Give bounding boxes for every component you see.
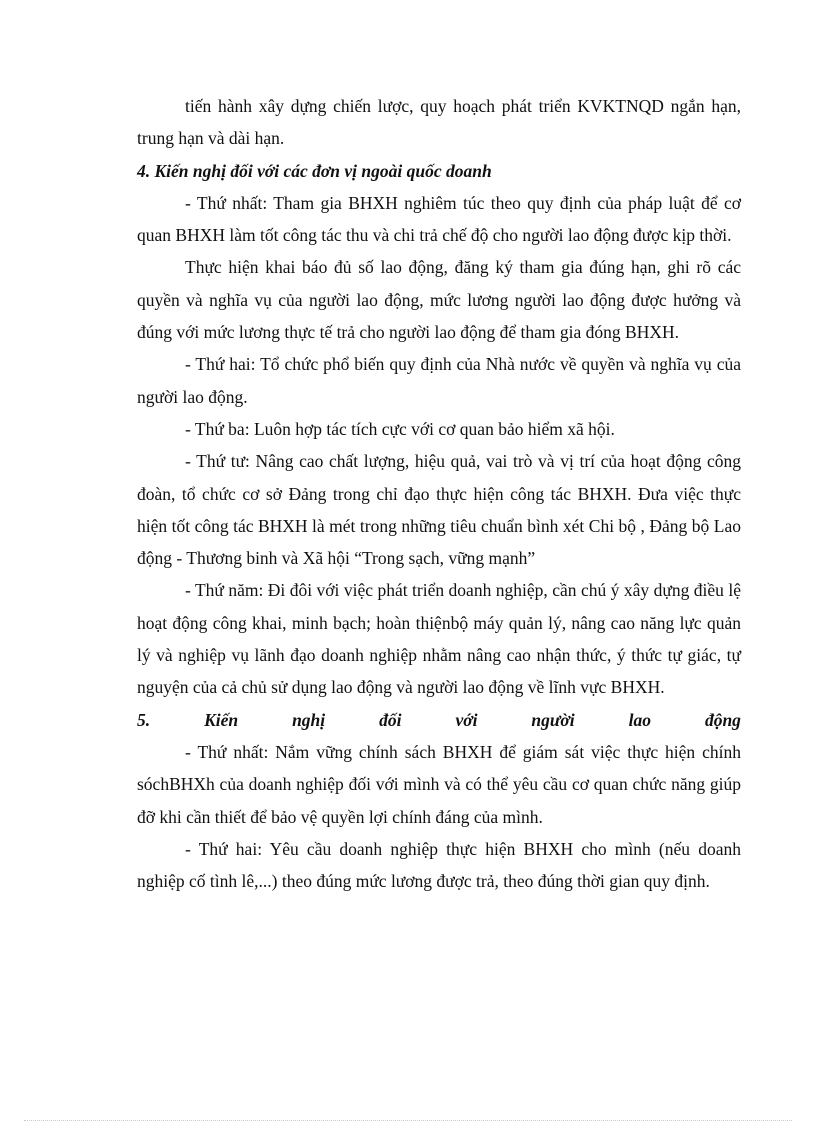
heading-5-word: lao — [628, 709, 651, 730]
paragraph-5-second: - Thứ hai: Yêu cầu doanh nghiệp thực hiện BHXH cho mình (nếu doanh nghiệp cố tình lê,...) theo đúng mức lương được trả, theo đúng thời gian quy định. — [137, 838, 741, 892]
paragraph-5-first: - Thứ nhất: Nắm vững chính sách BHXH để giám sát việc thực hiện chính sóchBHXh của doanh nghiệp đối với mình và có thể yêu cầu cơ quan chức năng giúp đỡ khi cần thiết để bảo vệ quyền lợi chính đáng của mình. — [137, 741, 741, 827]
heading-5-word: Kiến — [204, 709, 239, 730]
paragraph-4-first: - Thứ nhất: Tham gia BHXH nghiêm túc theo quy định của pháp luật để cơ quan BHXH làm tốt công tác thu và chi trả chế độ cho người lao động được kịp thời. — [137, 192, 741, 246]
heading-5-word: nghị — [292, 709, 326, 730]
heading-5-word: người — [531, 709, 575, 730]
heading-section-4: 4. Kiến nghị đối với các đơn vị ngoài quốc doanh — [137, 160, 492, 181]
page-bottom-divider — [24, 1120, 792, 1121]
paragraph-4-declaration: Thực hiện khai báo đủ số lao động, đăng ký tham gia đúng hạn, ghi rõ các quyền và nghĩa vụ của người lao động, mức lương người lao động được hưởng và đúng với mức lương thực tế trả cho người lao động để tham gia đóng BHXH. — [137, 257, 741, 343]
heading-5-number: 5. — [137, 709, 151, 730]
paragraph-4-third: - Thứ ba: Luôn hợp tác tích cực với cơ quan bảo hiểm xã hội. — [185, 418, 615, 439]
heading-5-word: đối — [379, 709, 402, 730]
heading-section-5 — [137, 704, 741, 736]
paragraph-4-second: - Thứ hai: Tổ chức phổ biến quy định của Nhà nước về quyền và nghĩa vụ của người lao động. — [137, 354, 741, 407]
heading-5-word: với — [455, 709, 478, 730]
heading-5-word: động — [704, 709, 741, 730]
paragraph-4-fourth: - Thứ tư: Nâng cao chất lượng, hiệu quả, vai trò và vị trí của hoạt động công đoàn, tổ chức cơ sở Đảng trong chỉ đạo thực hiện công tác BHXH. Đưa việc thực hiện tốt công tác BHXH là mét trong những tiêu chuẩn bình xét Chi bộ , Đảng bộ Lao động - Thương binh và Xã hội “Trong sạch, vững mạnh” — [137, 451, 741, 569]
document-page — [137, 90, 741, 897]
paragraph-intro-continuation: tiến hành xây dựng chiến lược, quy hoạch phát triển KVKTNQD ngắn hạn, trung hạn và dài hạn. — [137, 96, 741, 149]
paragraph-4-fifth: - Thứ năm: Đi đôi với việc phát triển doanh nghiệp, cần chú ý xây dựng điều lệ hoạt động công khai, minh bạch; hoàn thiệnbộ máy quản lý, nâng cao năng lực quản lý và nghiệp vụ lãnh đạo doanh nghiệp nhằm nâng cao nhận thức, ý thức tự giác, tự nguyện của cả chủ sử dụng lao động và người lao động về lĩnh vực BHXH. — [137, 580, 741, 698]
